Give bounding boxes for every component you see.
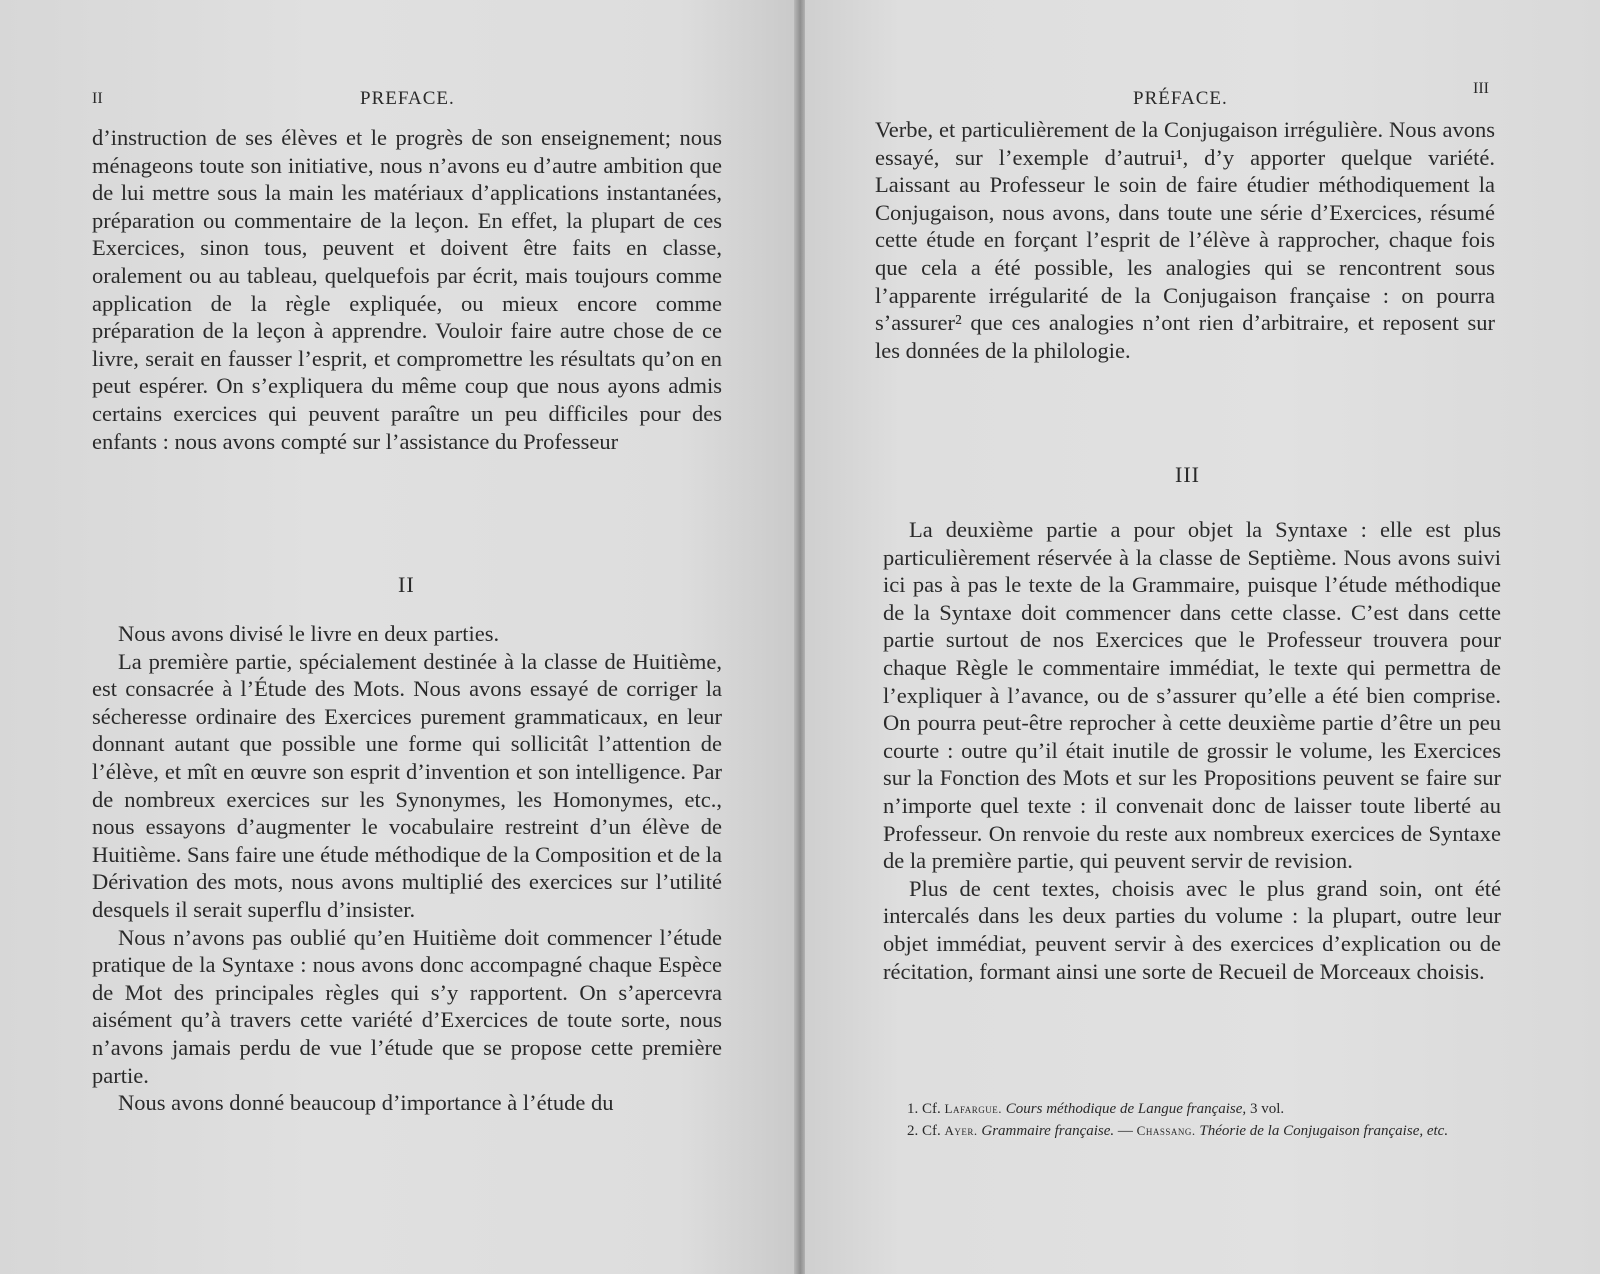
paragraph: Nous n’avons pas oublié qu’en Huitième doit commencer l’étude pratique de la Syntaxe : nous avons donc accompagné chaque Espèce de Mot des principales règles qui s’y rapportent. On s’apercevra aisément qu’à travers cette variété d’Exercices de toute sorte, nous n’avons jamais perdu de vue l’étude que se propose cette première partie. (92, 924, 722, 1088)
page-number: III (1473, 80, 1489, 97)
running-head: PREFACE. (360, 88, 455, 109)
footnote-1: 1. Cf. Lafargue. Cours méthodique de Langue française, 3 vol. (907, 1101, 1285, 1117)
paragraph: Nous avons divisé le livre en deux parties. (118, 621, 500, 646)
paragraph-block-top (92, 124, 722, 455)
running-head: PRÉFACE. (1133, 88, 1228, 109)
section-heading: III (1175, 462, 1200, 487)
paragraph: Plus de cent textes, choisis avec le plus grand soin, ont été intercalés dans les deux parties du volume : la plupart, outre leur objet immédiat, peuvent servir à des exercices d’explication ou de récitation, formant ainsi une sorte de Recueil de Morceaux choisis. (883, 875, 1501, 984)
paragraph: Verbe, et particulièrement de la Conjugaison irrégulière. Nous avons essayé, sur l’exemple d’autrui¹, d’y apporter quelque variété. Laissant au Professeur le soin de faire étudier méthodiquement la Conjugaison, nous avons, dans toute une série d’Exercices, résumé cette étude en forçant l’esprit de l’élève à rapprocher, chaque fois que cela a été possible, les analogies qui se rencontrent sous l’apparente irrégularité de la Conjugaison française : on pourra s’assurer² que ces analogies n’ont rien d’arbitraire, et reposent sur les données de la philologie. (875, 117, 1495, 363)
paragraph: d’instruction de ses élèves et le progrès de son enseignement; nous ménageons toute son initiative, nous n’avons eu d’autre ambition que de lui mettre sous la main les matériaux d’applications instantanées, préparation ou commentaire de la leçon. En effet, la plupart de ces Exercices, sinon tous, peuvent et doivent être faits en classe, oralement ou au tableau, quelquefois par écrit, mais toujours comme application de la règle expliquée, ou mieux encore comme préparation de la leçon à apprendre. Vouloir faire autre chose de ce livre, serait en fausser l’esprit, et compromettre les résultats qu’on en peut espérer. On s’expliquera du même coup que nous ayons admis certains exercices qui peuvent paraître un peu difficiles pour des enfants : nous avons compté sur l’assistance du Professeur (92, 125, 722, 454)
footnote-2: 2. Cf. Ayer. Grammaire française. — Chassang. Théorie de la Conjugaison française, etc. (907, 1123, 1449, 1139)
section-heading: II (398, 572, 415, 597)
paragraph: Nous avons donné beaucoup d’importance à l’étude du (118, 1090, 614, 1116)
paragraph: La première partie, spécialement destinée à la classe de Huitième, est consacrée à l’Étude des Mots. Nous avons essayé de corriger la sécheresse ordinaire des Exercices purement grammaticaux, en leur donnant autant que possible une forme qui sollicitât l’attention de l’élève, et mît en œuvre son esprit d’invention et son intelligence. Par de nombreux exercices sur les Synonymes, les Homonymes, etc., nous essayons d’augmenter le vocabulaire restreint d’un élève de Huitième. Sans faire une étude méthodique de la Composition et de la Dérivation des mots, nous avons multiplié des exercices sur l’utilité desquels il serait superflu d’insister. (92, 648, 722, 922)
paragraph-block-bottom (92, 620, 722, 1117)
paragraph: La deuxième partie a pour objet la Syntaxe : elle est plus particulièrement réservée à la classe de Septième. Nous avons suivi ici pas à pas le texte de la Grammaire, puisque l’étude méthodique de la Syntaxe doit commencer dans cette classe. C’est dans cette partie surtout de nos Exercices que le Professeur trouvera pour chaque Règle le commentaire immédiat, le texte qui permettra de l’expliquer à l’avance, ou de s’assurer qu’elle a été bien comprise. On pourra peut-être reprocher à cette deuxième partie d’être un peu courte : outre qu’il était inutile de grossir le volume, les Exercices sur la Fonction des Mots et sur les Propositions peuvent se faire sur n’importe quel texte : il convenait donc de laisser toute liberté au Professeur. On renvoie du reste aux nombreux exercices de Syntaxe de la première partie, qui peuvent servir de revision. (883, 517, 1501, 874)
right-page (805, 0, 1600, 1274)
paragraph-block-bottom (883, 516, 1501, 985)
footnotes (893, 1098, 1503, 1142)
page-number: II (92, 90, 103, 107)
paragraph-block-top (875, 116, 1495, 364)
